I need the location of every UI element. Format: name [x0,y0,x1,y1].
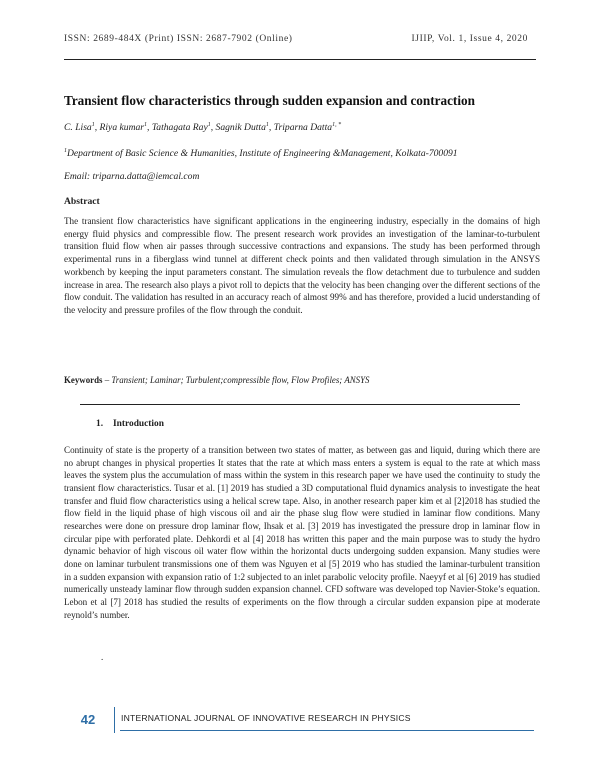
section-heading: 1. Introduction [96,419,164,429]
abstract-body: The transient flow characteristics have significant applications in the engineering industry, especially in the domains of high energy fluid physics and compressible flow. The present research work provides an investigation of the laminar-to-turbulent transition fluid flow when air passes through successive contractions and expansions. The study has been performed through experimental runs in a fiberglass wind tunnel at different check points and then validated through simulation in the ANSYS workbench by keeping the input parameters constant. The simulation reveals the flow detachment due to turbulence and sudden increase in area. The research also plays a pivot roll to depicts that the velocity has been changing over the different sections of the flow conduit. The validation has resulted in an accuracy reach of almost 99% and has therefore, provided a lucid understanding of the velocity and pressure profiles of the flow through the conduit. [64,216,540,315]
author: Sagnik Dutta$^1$, [215,121,274,133]
header-rule [64,59,536,60]
footer-divider [114,707,115,733]
abstract-heading: Abstract [64,196,100,207]
keywords [64,375,540,385]
keywords-label: Keywords [64,375,103,385]
page-footer [64,707,534,733]
affiliation: $^1$Department of Basic Science & Humanities, Institute of Engineering &Management, Kolkata-700091 [64,147,458,159]
section-rule [80,404,520,405]
journal-reference: IJIIP, Vol. 1, Issue 4, 2020 [411,34,528,44]
author: C. Lisa$^1$, [64,121,100,133]
stray-mark: . [101,652,104,662]
keywords-list: – Transient; Laminar; Turbulent;compressible flow, Flow Profiles; ANSYS [102,375,370,385]
author-list [64,122,544,133]
author: Triparna Datta$^{1, *}$ [273,121,342,133]
page-number: 42 [80,712,96,727]
author: Riya kumar$^1$, [99,121,152,133]
issn-text: ISSN: 2689-484X (Print) ISSN: 2687-7902 (Online) [64,34,293,44]
footer-rule [120,730,534,731]
introduction-body: Continuity of state is the property of a transition between two states of matter, as between gas and liquid, during which there are no abrupt changes in physical properties It states that the rate at which mass enters a system is equal to the rate at which mass leaves the system plus the accumulation of mass within the system in this research paper we have used the continuity to study the transient flow characteristics. Tusar et al. [1] 2019 has studied a 3D computational fluid dynamics analysis to investigate the heat transfer and fluid flow characteristics using a helical screw tape. Also, in another research paper kim et al [2]2018 has studied the flow field in the liquid phase of high viscous oil and air the phase slug flow were studied in laminar flow conditions. Many researches were done on pressure drop laminar flow, Ihsak et al. [3] 2019 has investigated the pressure drop in laminar flow in circular pipe with perforated plate. Dehkordi et al [4] 2018 has written this paper and the main purpose was to study the hydro dynamic behavior of high viscous oil water flow within the horizontal ducts undergoing sudden expansion. Many studies were done on laminar turbulent transmissions one of them was Nguyen et al [5] 2019 who has studied the laminar-turbulent transition in a sudden expansion with expansion ratio of 1:2 subjected to an inlet parabolic velocity profile. Naeyyf et al [6] 2019 has studied numerically unsteady laminar flow through sudden expansion channel. CFD software was developed top Navier-Stoke’s equation. Lebon et al [7] 2018 has studied the results of experiments on the flow through a circular sudden expansion pipe at moderate reynold’s number. [64,445,540,620]
paper-title: Transient flow characteristics through sudden expansion and contraction [64,93,475,108]
journal-name: INTERNATIONAL JOURNAL OF INNOVATIVE RESEARCH IN PHYSICS [121,713,411,723]
contact-email: Email: triparna.datta@iemcal.com [64,171,200,182]
author: Tathagata Ray$^1$, [151,121,216,133]
